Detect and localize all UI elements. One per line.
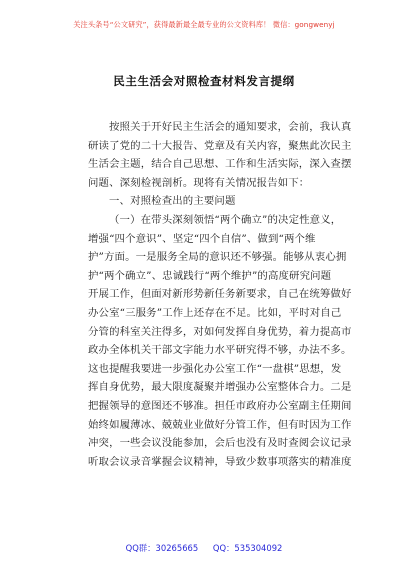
body-line: 这也提醒我要进一步强化办公室工作“一盘棋”思想，发 [88,362,342,375]
body-line: 开展工作，但面对新形势新任务新要求，自己在统筹做好 [88,288,352,301]
body-line: 办公室“三服务”工作上还存在不足。比如，平时对自己 [88,306,342,319]
body-line: 增强“四个意识”、坚定“四个自信”、做到“两个维 [88,232,316,245]
body-line: 护“两个确立”、忠诚践行“两个维护”的高度研究问题 [88,269,332,282]
body-line: 问题、深刻检视剖析。现将有关情况报告如下： [88,176,310,189]
body-line: 按照关于开好民主生活会的通知要求，会前，我认真 [109,121,352,133]
body-line: （一）在带头深刻领悟“两个确立”的决定性意义， [109,213,342,226]
contact-footer [0,542,408,554]
body-line: 护”方面。一是服务全局的意识还不够强。能够从衷心拥 [88,251,347,264]
body-line: 把握领导的意图还不够准。担任市政府办公室副主任期间 [88,399,352,412]
body-line: 生活会主题，结合自己思想、工作和生活实际，深入查摆 [88,158,352,171]
qq-number-text: QQ：535304092 [212,543,283,553]
body-line: 冲突，一些会议没能参加，会后也没有及时查阅会议记录 [88,437,352,450]
promo-banner: 关注头条号“公文研究”，获得最新最全最专业的公文资料库！ 微信：gongwenyj [73,20,335,29]
document-body [88,118,360,471]
document-title: 民主生活会对照检查材料发言提纲 [113,74,295,88]
body-line: 政办全体机关干部文字能力水平研究得不够，办法不多。 [88,344,352,357]
body-line: 始终如履薄冰、兢兢业业做好分管工作，但有时因为工作 [88,418,352,431]
body-line: 分管的科室关注得多，对如何发挥自身优势，着力提高市 [88,325,352,338]
body-line: 研读了党的二十大报告、党章及有关内容，聚焦此次民主 [88,139,352,152]
body-line: 挥自身优势，最大限度凝聚并增强办公室整体合力。二是 [88,381,352,394]
body-line: 听取会议录音掌握会议精神，导致少数事项落实的精准度 [88,455,352,468]
qq-group-text: QQ群：30265665 [125,543,199,553]
section-heading: 一、对照检查出的主要问题 [109,195,236,208]
